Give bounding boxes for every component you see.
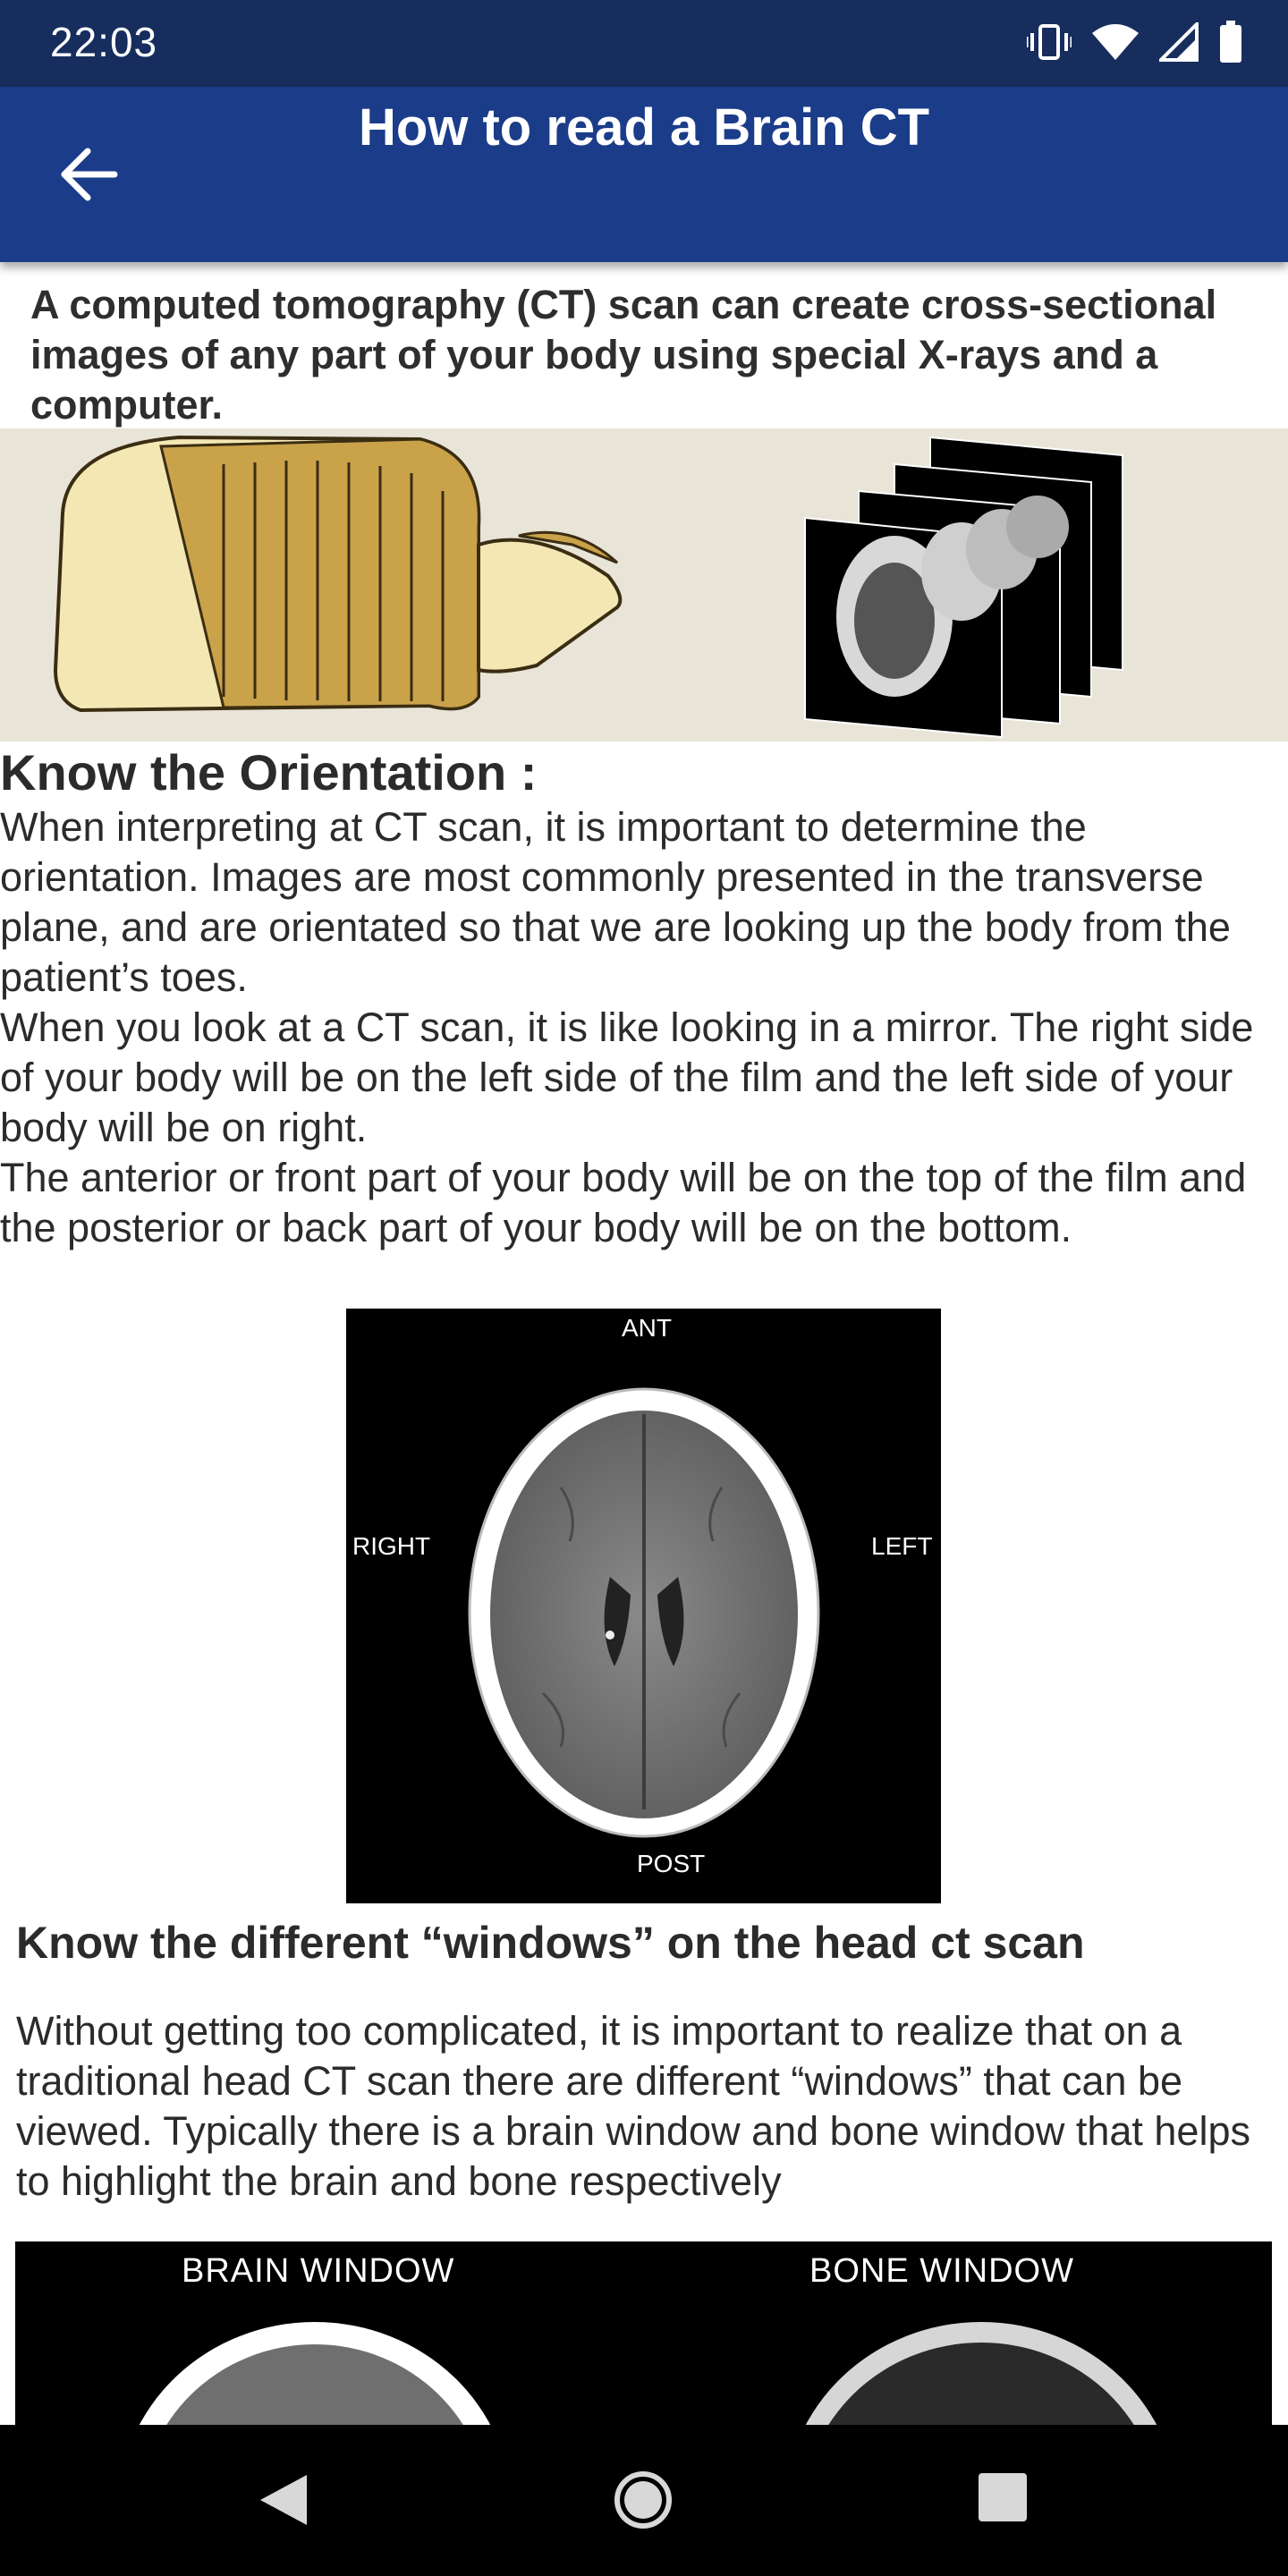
- bone-window-label: BONE WINDOW: [809, 2252, 1074, 2290]
- windows-heading: Know the different “windows” on the head ct scan: [16, 1918, 1085, 1968]
- status-icons: [1027, 21, 1243, 66]
- page-title: How to read a Brain CT: [358, 98, 930, 157]
- nav-home-button[interactable]: [613, 2470, 674, 2535]
- ct-label-left: LEFT: [871, 1532, 933, 1560]
- back-triangle-icon: [255, 2470, 312, 2530]
- recents-square-icon: [975, 2470, 1030, 2525]
- ct-label-right: RIGHT: [352, 1532, 431, 1560]
- nav-recents-button[interactable]: [975, 2470, 1030, 2529]
- vibrate-icon: [1027, 22, 1072, 66]
- windows-text: Without getting too complicated, it is important to realize that on a traditional head CT scan there are different “windows” that can be viewed. Typically there is a brain window and bone window that helps to highlight the brain and bone respectively: [16, 2008, 1250, 2204]
- navigation-bar: [0, 2425, 1288, 2576]
- battery-icon: [1218, 21, 1243, 68]
- orientation-text: [0, 802, 1288, 1253]
- orientation-paragraph: When you look at a CT scan, it is like looking in a mirror. The right side of your body will be on the left side of the film and the left side of your body will be on right.: [0, 1004, 1254, 1150]
- home-circle-icon: [613, 2470, 674, 2530]
- signal-icon: [1159, 22, 1199, 66]
- status-bar: [0, 0, 1288, 87]
- status-time: 22:03: [50, 19, 158, 65]
- ct-label-post: POST: [637, 1850, 706, 1877]
- ct-windows-image: [15, 2241, 1272, 2425]
- orientation-heading: Know the Orientation :: [0, 744, 538, 801]
- orientation-paragraph: The anterior or front part of your body will be on the top of the film and the posterior or back part of your body will be on the bottom.: [0, 1155, 1247, 1250]
- wifi-icon: [1091, 22, 1140, 66]
- ct-label-ant: ANT: [622, 1314, 672, 1342]
- ct-orientation-image: [346, 1309, 941, 1903]
- article-content[interactable]: [0, 262, 1288, 2425]
- orientation-paragraph: When interpreting at CT scan, it is important to determine the orientation. Images are most commonly presented in the transverse plane, and are orientated so that we are looking up the body from the patient’s toes.: [0, 804, 1231, 1000]
- app-bar: [0, 87, 1288, 262]
- brain-window-label: BRAIN WINDOW: [182, 2252, 455, 2290]
- intro-text: A computed tomography (CT) scan can create cross-sectional images of any part of your body using special X-rays and a computer.: [30, 282, 1217, 428]
- nav-back-button[interactable]: [255, 2470, 312, 2535]
- bread-slices-illustration: [0, 428, 1288, 741]
